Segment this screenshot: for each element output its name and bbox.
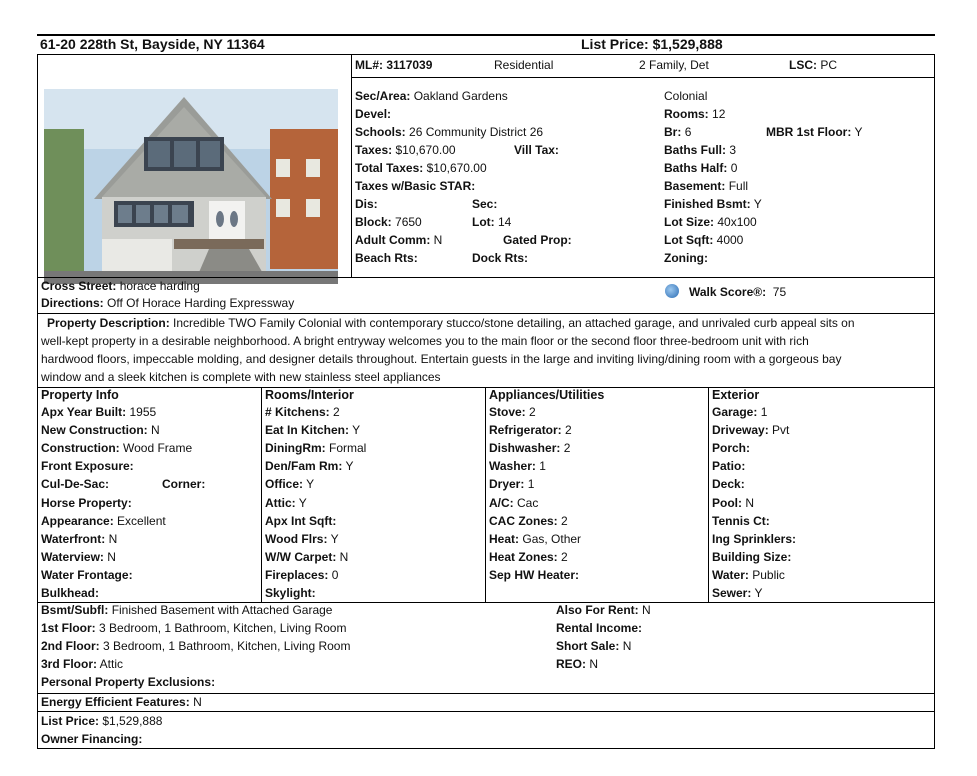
- detail-0: [355, 88, 508, 105]
- feature-0-3: [41, 458, 134, 475]
- lot-label: Lot:: [472, 215, 495, 229]
- description-section: [37, 314, 935, 387]
- feature-1-7-label: Wood Flrs:: [265, 531, 328, 546]
- ml-label: ML#:: [355, 58, 383, 72]
- feature-1-0: [265, 404, 340, 421]
- feature-2-8-label: Heat Zones:: [489, 549, 558, 564]
- feature-2-9-label: Sep HW Heater:: [489, 567, 580, 582]
- feature-0-5-label: Horse Property:: [41, 495, 132, 510]
- detail-7-label: Block:: [355, 215, 392, 229]
- spec-4: [664, 160, 737, 177]
- description-line-2: well-kept property in a desirable neighborhood. A bright entryway welcomes you to the main floor or the second floor three-bedroom unit with rich: [41, 334, 809, 348]
- feature-3-0-label: Garage:: [712, 405, 758, 419]
- feature-1-10: [265, 585, 316, 602]
- floor-3: [41, 656, 123, 673]
- listing-sheet: [37, 34, 935, 749]
- rental-3: [556, 656, 598, 673]
- gated-label: Gated Prop:: [503, 233, 572, 247]
- spec-8-label: Lot Sqft:: [664, 233, 714, 247]
- column-title-1: Rooms/Interior: [265, 388, 354, 402]
- feature-0-10-label: Bulkhead:: [41, 586, 100, 600]
- feature-3-1-label: Driveway:: [712, 423, 769, 438]
- feature-2-4-label: Dryer:: [489, 477, 525, 492]
- spec-7: [664, 214, 757, 231]
- feature-3-1: [712, 422, 789, 439]
- floor-4: [41, 674, 215, 691]
- spec-2: [664, 124, 691, 141]
- spec-3: [664, 142, 736, 159]
- detail-8-label: Adult Comm:: [355, 233, 431, 247]
- property-class: Residential: [494, 58, 554, 72]
- rental-0: [556, 602, 651, 619]
- feature-3-9: [712, 567, 785, 584]
- feature-1-2-label: DiningRm:: [265, 441, 326, 456]
- lot-value: 14: [498, 215, 512, 229]
- feature-1-5-value: Y: [298, 495, 307, 510]
- spec-6-value: Y: [753, 197, 762, 211]
- floor-3-label: 3rd Floor:: [41, 657, 97, 671]
- footer-list-price-label: List Price:: [41, 714, 100, 728]
- spec-9-label: Zoning:: [664, 251, 708, 265]
- feature-3-0: [712, 404, 767, 421]
- feature-2-7: [489, 531, 581, 548]
- energy-section: [37, 694, 935, 711]
- feature-1-9-label: Fireplaces:: [265, 567, 329, 582]
- feature-3-1-value: Pvt: [772, 423, 790, 438]
- vill-tax-label: Vill Tax:: [514, 143, 559, 157]
- feature-2-6-label: CAC Zones:: [489, 513, 558, 528]
- rental-3-label: REO:: [556, 657, 586, 671]
- feature-3-10-label: Sewer:: [712, 586, 752, 600]
- feature-2-0: [489, 404, 536, 421]
- feature-2-6-value: 2: [561, 513, 568, 528]
- feature-2-2-label: Dishwasher:: [489, 441, 561, 456]
- feature-1-6-label: Apx Int Sqft:: [265, 513, 337, 528]
- feature-2-3-value: 1: [539, 459, 546, 474]
- feature-1-0-label: # Kitchens:: [265, 405, 330, 419]
- feature-3-10-value: Y: [754, 586, 763, 600]
- spec-6-label: Finished Bsmt:: [664, 197, 751, 211]
- feature-0-6-label: Appearance:: [41, 513, 114, 528]
- column-title-0: Property Info: [41, 388, 119, 402]
- rental-0-label: Also For Rent:: [556, 603, 639, 617]
- feature-1-8-value: N: [339, 549, 349, 564]
- floor-2-value: 3 Bedroom, 1 Bathroom, Kitchen, Living Room: [103, 639, 351, 653]
- feature-1-6: [265, 513, 336, 530]
- feature-0-8: [41, 549, 116, 566]
- feature-3-3: [712, 458, 745, 475]
- owner-financing-label: Owner Financing:: [41, 732, 143, 746]
- energy-label: Energy Efficient Features:: [41, 695, 190, 709]
- detail-5-label: Taxes w/Basic STAR:: [355, 179, 476, 193]
- feature-0-4-label: Cul-De-Sac:: [41, 477, 110, 492]
- feature-2-0-value: 2: [529, 405, 536, 419]
- lsc-label: LSC:: [789, 58, 817, 72]
- feature-3-9-label: Water:: [712, 567, 749, 582]
- feature-0-9-label: Water Frontage:: [41, 567, 133, 582]
- feature-1-7: [265, 531, 339, 548]
- feature-2-7-label: Heat:: [489, 531, 520, 546]
- detail-0-value: Oakland Gardens: [413, 89, 508, 103]
- feature-1-1: [265, 422, 360, 439]
- floor-0: [41, 602, 332, 619]
- property-photo: [44, 89, 338, 284]
- floor-0-label: Bsmt/Subfl:: [41, 603, 109, 617]
- detail-2: [355, 124, 543, 141]
- feature-3-9-value: Public: [752, 567, 785, 582]
- feature-2-5: [489, 495, 538, 512]
- feature-1-4-label: Office:: [265, 477, 304, 492]
- spec-6: [664, 196, 762, 213]
- feature-1-1-label: Eat In Kitchen:: [265, 423, 350, 438]
- corner-label: Corner:: [162, 477, 206, 491]
- spec-2-label: Br:: [664, 125, 682, 139]
- spec-0-value: Colonial: [664, 89, 708, 103]
- spec-0: [664, 88, 707, 105]
- feature-0-0: [41, 404, 156, 421]
- detail-5: [355, 178, 475, 195]
- feature-0-4: [41, 476, 109, 493]
- ml-number: 3117039: [386, 58, 433, 72]
- feature-2-5-value: Cac: [517, 495, 539, 510]
- feature-1-9: [265, 567, 338, 584]
- directions-label: Directions:: [41, 296, 104, 310]
- feature-1-1-value: Y: [352, 423, 361, 438]
- detail-3: [355, 142, 456, 159]
- spec-3-value: 3: [729, 143, 737, 157]
- description-label: Property Description:: [47, 316, 170, 330]
- footer-list-price-value: $1,529,888: [102, 714, 163, 728]
- feature-1-4-value: Y: [306, 477, 315, 492]
- feature-0-3-label: Front Exposure:: [41, 459, 134, 474]
- spec-9: [664, 250, 708, 267]
- feature-2-5-label: A/C:: [489, 495, 514, 510]
- feature-0-5: [41, 495, 132, 512]
- address-title: 61-20 228th St, Bayside, NY 11364: [40, 36, 265, 52]
- detail-3-label: Taxes:: [355, 143, 393, 157]
- feature-0-9: [41, 567, 133, 584]
- feature-1-2-value: Formal: [329, 441, 367, 456]
- floor-3-value: Attic: [99, 657, 124, 671]
- feature-3-3-label: Patio:: [712, 459, 746, 474]
- sec-label: Sec:: [472, 197, 498, 211]
- detail-8: [355, 232, 442, 249]
- lsc-value: PC: [820, 58, 838, 72]
- feature-3-4: [712, 476, 745, 493]
- feature-3-0-value: 1: [760, 405, 768, 419]
- detail-3-value: $10,670.00: [395, 143, 456, 157]
- floor-1-label: 1st Floor:: [41, 621, 96, 635]
- feature-2-8: [489, 549, 568, 566]
- feature-0-1: [41, 422, 160, 439]
- detail-8-value: N: [433, 233, 443, 247]
- spec-2-value: 6: [684, 125, 692, 139]
- feature-1-5-label: Attic:: [265, 495, 296, 510]
- feature-2-1-value: 2: [565, 423, 572, 438]
- feature-0-8-value: N: [107, 549, 116, 564]
- feature-2-1-label: Refrigerator:: [489, 423, 562, 438]
- mbr-value: Y: [854, 125, 863, 139]
- feature-3-8: [712, 549, 791, 566]
- feature-3-7: [712, 531, 796, 548]
- feature-0-8-label: Waterview:: [41, 549, 104, 564]
- feature-1-9-value: 0: [331, 567, 339, 582]
- feature-1-0-value: 2: [333, 405, 340, 419]
- detail-2-label: Schools:: [355, 125, 406, 139]
- mbr-label: MBR 1st Floor:: [766, 125, 852, 139]
- feature-2-8-value: 2: [561, 549, 568, 564]
- feature-1-8-label: W/W Carpet:: [265, 549, 337, 564]
- detail-4-label: Total Taxes:: [355, 161, 424, 175]
- feature-0-10: [41, 585, 99, 602]
- feature-0-2: [41, 440, 192, 457]
- feature-3-2-label: Porch:: [712, 441, 751, 456]
- spec-1-value: 12: [712, 107, 726, 121]
- energy-value: N: [193, 695, 202, 709]
- rental-0-value: N: [642, 603, 651, 617]
- detail-4: [355, 160, 487, 177]
- detail-4-value: $10,670.00: [426, 161, 487, 175]
- rental-1: [556, 620, 642, 637]
- feature-3-6: [712, 513, 770, 530]
- feature-3-5-value: N: [745, 495, 755, 510]
- property-style: 2 Family, Det: [639, 58, 709, 72]
- floor-1: [41, 620, 346, 637]
- description-line-4: window and a sleek kitchen is complete with new stainless steel appliances: [41, 370, 441, 384]
- spec-5-label: Basement:: [664, 179, 726, 193]
- cross-street-value: horace harding: [119, 279, 200, 293]
- floors-section: [37, 603, 935, 693]
- feature-1-3: [265, 458, 353, 475]
- spec-7-label: Lot Size:: [664, 215, 714, 229]
- top-section: [37, 55, 935, 277]
- dock-label: Dock Rts:: [472, 251, 529, 265]
- rental-2: [556, 638, 631, 655]
- spec-1-label: Rooms:: [664, 107, 709, 121]
- spec-4-value: 0: [730, 161, 738, 175]
- rental-2-value: N: [622, 639, 632, 653]
- feature-2-2-value: 2: [563, 441, 571, 456]
- feature-3-10: [712, 585, 763, 602]
- feature-3-5: [712, 495, 754, 512]
- feature-2-3-label: Washer:: [489, 459, 536, 474]
- spec-5: [664, 178, 748, 195]
- features-section: [37, 388, 935, 602]
- feature-2-6: [489, 513, 568, 530]
- rental-3-value: N: [589, 657, 599, 671]
- feature-3-6-label: Tennis Ct:: [712, 513, 770, 528]
- spec-1: [664, 106, 725, 123]
- spec-7-value: 40x100: [717, 215, 757, 229]
- spec-3-label: Baths Full:: [664, 143, 726, 157]
- feature-3-7-label: Ing Sprinklers:: [712, 531, 797, 546]
- detail-7-value: 7650: [395, 215, 422, 229]
- spec-5-value: Full: [728, 179, 749, 193]
- detail-1: [355, 106, 391, 123]
- detail-0-label: Sec/Area:: [355, 89, 411, 103]
- detail-1-label: Devel:: [355, 107, 392, 121]
- feature-2-9: [489, 567, 579, 584]
- feature-1-4: [265, 476, 314, 493]
- description-line-3: hardwood floors, impeccable molding, and designer details throughout. Entertain guests in the large and inviting living/dining room with a gorgeous bay: [41, 352, 842, 366]
- detail-9-label: Beach Rts:: [355, 251, 418, 265]
- feature-2-3: [489, 458, 546, 475]
- rental-1-label: Rental Income:: [556, 621, 643, 635]
- feature-2-4: [489, 476, 534, 493]
- directions-section: [37, 278, 935, 313]
- header-bar: [37, 34, 935, 55]
- feature-1-3-label: Den/Fam Rm:: [265, 459, 343, 474]
- floor-2: [41, 638, 350, 655]
- feature-0-6: [41, 513, 166, 530]
- floor-1-value: 3 Bedroom, 1 Bathroom, Kitchen, Living Room: [99, 621, 347, 635]
- feature-3-4-label: Deck:: [712, 477, 745, 492]
- feature-0-7-label: Waterfront:: [41, 531, 106, 546]
- feature-0-7: [41, 531, 117, 548]
- floor-0-value: Finished Basement with Attached Garage: [111, 603, 333, 617]
- feature-0-2-label: Construction:: [41, 441, 120, 456]
- walk-score-value: 75: [772, 285, 787, 299]
- spec-8-value: 4000: [716, 233, 744, 247]
- column-title-2: Appliances/Utilities: [489, 388, 605, 402]
- feature-0-2-value: Wood Frame: [123, 441, 193, 456]
- detail-6: [355, 196, 378, 213]
- detail-2-value: 26 Community District 26: [409, 125, 544, 139]
- feature-1-2: [265, 440, 366, 457]
- rental-2-label: Short Sale:: [556, 639, 620, 653]
- feature-0-1-label: New Construction:: [41, 423, 148, 438]
- spec-4-label: Baths Half:: [664, 161, 728, 175]
- cross-street-label: Cross Street:: [41, 279, 117, 293]
- feature-2-7-value: Gas, Other: [522, 531, 582, 546]
- feature-0-0-value: 1955: [129, 405, 157, 419]
- feature-3-8-label: Building Size:: [712, 549, 792, 564]
- feature-0-0-label: Apx Year Built:: [41, 405, 127, 419]
- feature-2-4-value: 1: [527, 477, 535, 492]
- directions-value: Off Of Horace Harding Expressway: [107, 296, 295, 310]
- feature-1-8: [265, 549, 348, 566]
- feature-2-0-label: Stove:: [489, 405, 526, 419]
- feature-2-1: [489, 422, 572, 439]
- feature-1-5: [265, 495, 307, 512]
- description-line-1: Incredible TWO Family Colonial with contemporary stucco/stone detailing, an attached garage, and unrivaled curb appeal sits on: [173, 316, 855, 330]
- column-title-3: Exterior: [712, 388, 760, 402]
- detail-7: [355, 214, 422, 231]
- list-price-title: List Price: $1,529,888: [581, 36, 723, 52]
- feature-3-5-label: Pool:: [712, 495, 742, 510]
- walk-score-label: Walk Score®:: [689, 285, 767, 299]
- floor-2-label: 2nd Floor:: [41, 639, 100, 653]
- feature-0-6-value: Excellent: [117, 513, 166, 528]
- floor-4-label: Personal Property Exclusions:: [41, 675, 216, 689]
- detail-6-label: Dis:: [355, 197, 378, 211]
- footer-section: [37, 712, 935, 748]
- feature-1-3-value: Y: [345, 459, 354, 474]
- feature-1-10-label: Skylight:: [265, 586, 316, 600]
- feature-1-7-value: Y: [330, 531, 339, 546]
- feature-2-2: [489, 440, 570, 457]
- spec-8: [664, 232, 743, 249]
- walk-score-icon: [665, 284, 679, 298]
- feature-3-2: [712, 440, 750, 457]
- detail-9: [355, 250, 418, 267]
- feature-0-7-value: N: [108, 531, 118, 546]
- feature-0-1-value: N: [151, 423, 160, 438]
